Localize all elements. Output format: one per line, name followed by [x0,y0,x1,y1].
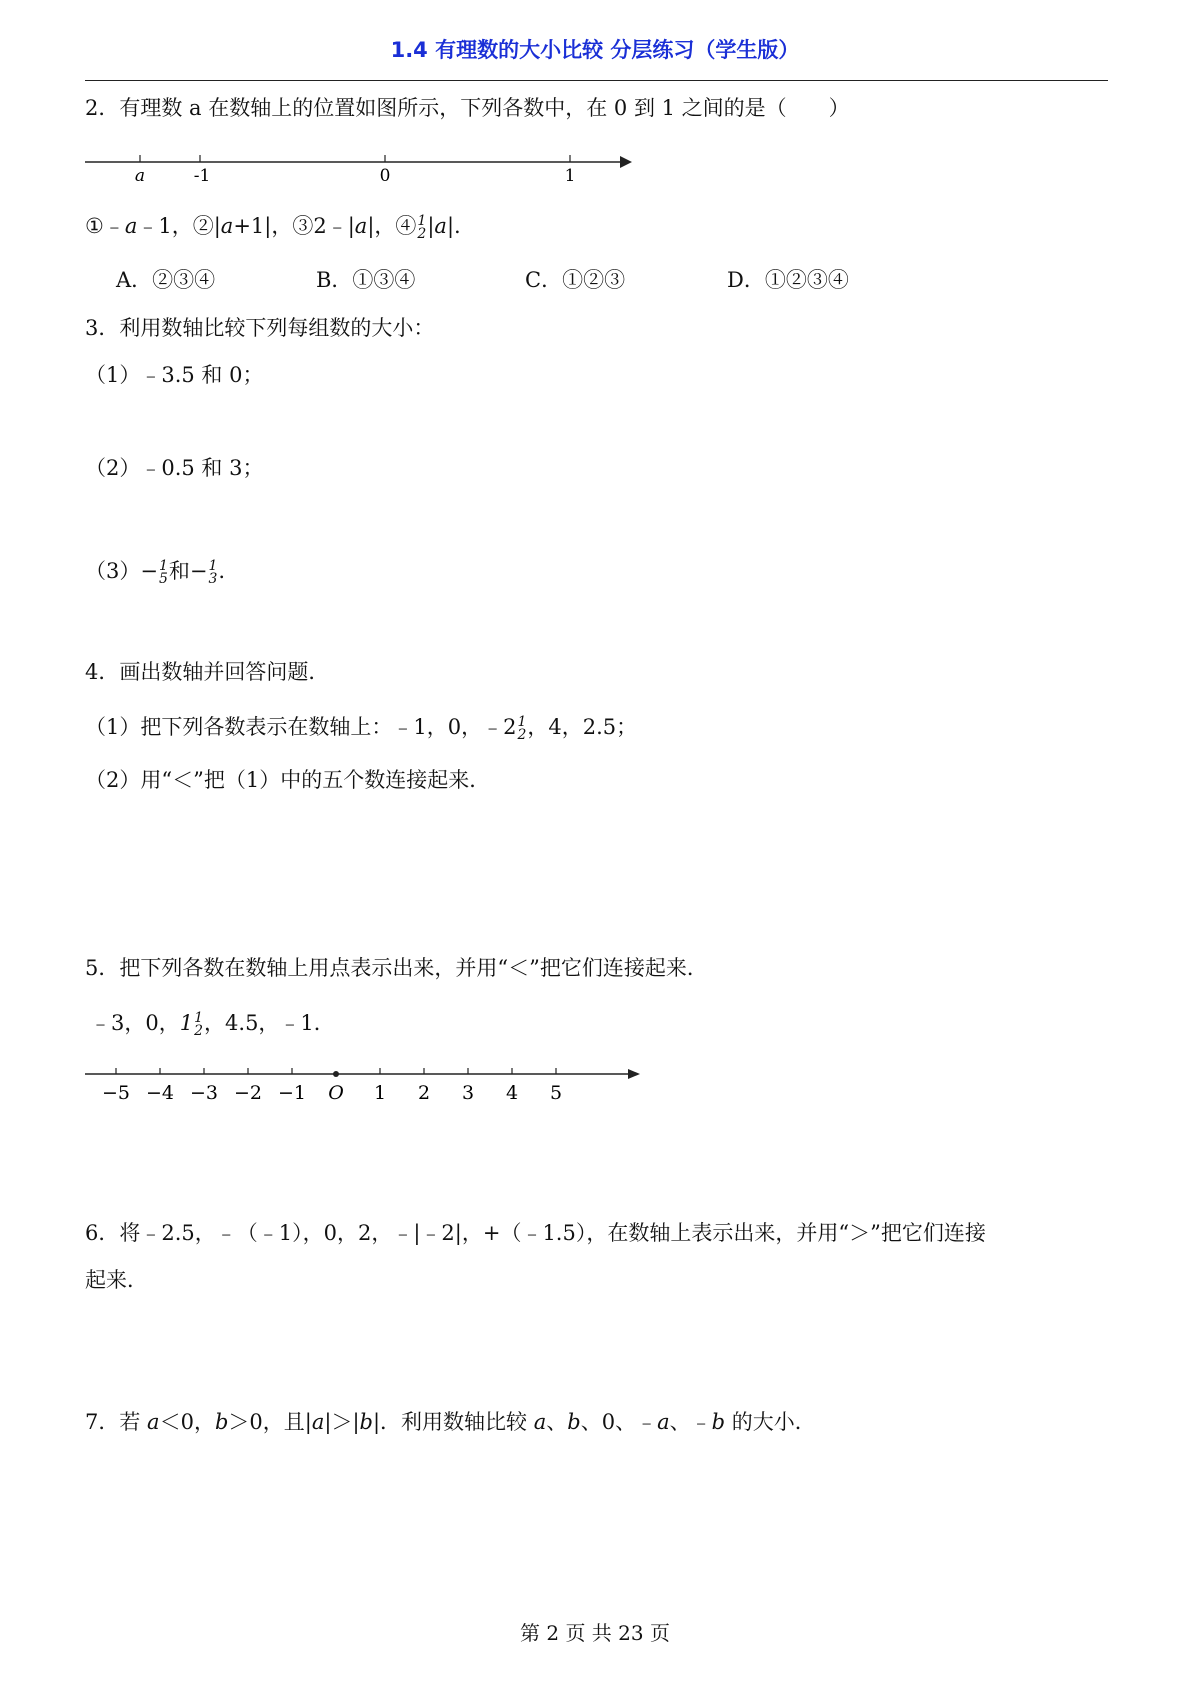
q5-axis-label-origin: O [328,1082,344,1104]
q2-choice-d[interactable]: D．①②③④ [727,268,849,292]
q2-axis-label-1: 1 [564,166,576,186]
q3-fraction-one-fifth: 1 5 [158,557,168,587]
header-divider [85,80,1108,81]
q5-axis-label-1: 1 [373,1082,387,1104]
q5-axis-label-3: 3 [461,1082,475,1104]
q4-part2: （2）用“＜”把（1）中的五个数连接起来． [85,768,491,792]
q6-line2: 起来． [85,1268,148,1292]
q2-number-line [80,150,640,190]
q2-options-line: ①﹣a﹣1，②|a+1|，③2﹣|a|，④ 1 2 |a|. [85,212,461,242]
q5-axis-label-5: 5 [549,1082,563,1104]
q5-axis-arrow [628,1069,640,1079]
q4-part1: （1）把下列各数表示在数轴上：﹣1，0，﹣2 1 2 ，4，2.5； [85,713,638,743]
page-footer: 第 2 页 共 23 页 [520,1621,670,1645]
page-title: 1.4 有理数的大小比较 分层练习（学生版） [390,38,800,62]
q5-axis-label-neg5: −5 [101,1082,131,1104]
q2-axis-label-a: a [134,166,146,186]
q3-part1: （1）﹣3.5 和 0； [85,363,264,387]
q2-choice-a[interactable]: A．②③④ [116,268,216,292]
q4-stem: 4．画出数轴并回答问题． [85,660,330,684]
q3-part3: （3）− 1 5 和− 1 3 . [85,557,226,587]
q3-stem: 3．利用数轴比较下列每组数的大小： [85,316,435,340]
q5-axis-label-neg4: −4 [145,1082,175,1104]
q3-fraction-one-third: 1 3 [208,557,218,587]
q7-stem: 7．若 a＜0，b＞0，且|a|＞|b|．利用数轴比较 a、b、0、﹣a、﹣b 的大小． [85,1410,816,1434]
q2-choice-b[interactable]: B．①③④ [316,268,416,292]
q2-axis-arrow [620,156,632,168]
q5-axis-label-neg3: −3 [189,1082,219,1104]
q6-line1: 6．将﹣2.5，﹣（﹣1），0，2，﹣|﹣2|，+（﹣1.5），在数轴上表示出来，并用“＞”把它们连接 [85,1221,986,1245]
q5-origin-point [333,1071,339,1077]
q5-axis-label-2: 2 [417,1082,431,1104]
q2-choice-c[interactable]: C．①②③ [525,268,626,292]
q5-number-line [80,1060,650,1110]
q2-axis-label-neg1: -1 [193,166,211,186]
q2-axis-label-0: 0 [379,166,391,186]
q5-stem: 5．把下列各数在数轴上用点表示出来，并用“＜”把它们连接起来． [85,956,708,980]
q3-part2: （2）﹣0.5 和 3； [85,456,264,480]
q5-numbers: ﹣3，0，1 1 2 ，4.5，﹣1． [90,1009,335,1039]
q5-axis-label-4: 4 [505,1082,519,1104]
q2-fraction-half: 1 2 [417,212,427,242]
q2-stem: 2．有理数 a 在数轴上的位置如图所示，下列各数中，在 0 到 1 之间的是（ ） [85,96,850,120]
q5-fraction-half: 1 2 [194,1009,204,1039]
q4-fraction-half: 1 2 [517,713,527,743]
q5-axis-label-neg2: −2 [233,1082,263,1104]
q5-axis-label-neg1: −1 [277,1082,307,1104]
